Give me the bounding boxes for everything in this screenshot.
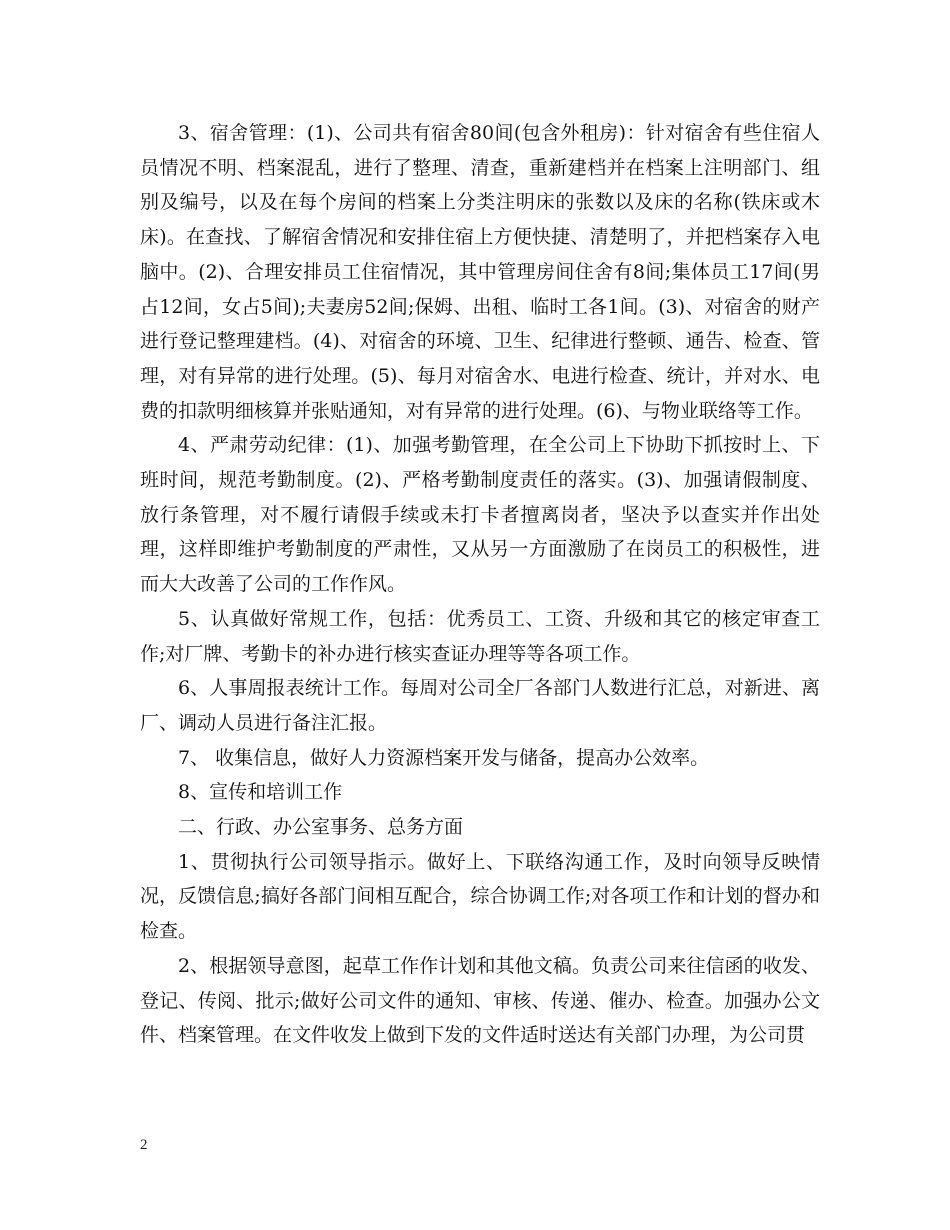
paragraph-leadership-instructions: 1、贯彻执行公司领导指示。做好上、下联络沟通工作，及时向领导反映情况，反馈信息;搞好各部门间相互配合，综合协调工作;对各项工作和计划的督办和检查。 [140, 850, 820, 943]
document-body [140, 116, 820, 1053]
paragraph-publicity-training: 8、宣传和培训工作 [178, 781, 343, 804]
paragraph-collect-information: 7、 收集信息，做好人力资源档案开发与储备，提高办公效率。 [178, 746, 710, 769]
paragraph-weekly-report: 6、人事周报表统计工作。每周对公司全厂各部门人数进行汇总，对新进、离厂、调动人员进行备注汇报。 [140, 677, 820, 734]
section-heading-administration: 二、行政、办公室事务、总务方面 [178, 816, 464, 839]
page-number: 2 [140, 1137, 148, 1153]
paragraph-routine-work: 5、认真做好常规工作，包括：优秀员工、工资、升级和其它的核定审查工作;对厂牌、考勤卡的补办进行核实查证办理等等各项工作。 [140, 607, 820, 665]
paragraph-labor-discipline: 4、严肃劳动纪律：(1)、加强考勤管理，在全公司上下协助下抓按时上、下班时间，规范考勤制度。(2)、严格考勤制度责任的落实。(3)、加强请假制度、放行条管理，对不履行请假手续或未打卡者擅离岗者，坚决予以查实并作出处理，这样即维护考勤制度的严肃性，又从另一方面激励了在岗员工的积极性，进而大大改善了公司的工作作风。 [140, 434, 820, 596]
paragraph-drafting-documents: 2、根据领导意图，起草工作作计划和其他文稿。负责公司来往信函的收发、登记、传阅、批示;做好公司文件的通知、审核、传递、催办、检查。加强办公文件、档案管理。在文件收发上做到下发的文件适时送达有关部门办理，为公司贯 [140, 954, 820, 1047]
paragraph-dormitory-management: 3、宿舍管理：(1)、公司共有宿舍80间(包含外租房)：针对宿舍有些住宿人员情况不明、档案混乱，进行了整理、清查，重新建档并在档案上注明部门、组别及编号，以及在每个房间的档案上分类注明床的张数以及床的名称(铁床或木床)。在查找、了解宿舍情况和安排住宿上方便快捷、清楚明了，并把档案存入电脑中。(2)、合理安排员工住宿情况，其中管理房间住舍有8间;集体员工17间(男占12间，女占5间);夫妻房52间;保姆、出租、临时工各1间。(3)、对宿舍的财产进行登记整理建档。(4)、对宿舍的环境、卫生、纪律进行整顿、通告、检查、管理，对有异常的进行处理。(5)、每月对宿舍水、电进行检查、统计，并对水、电费的扣款明细核算并张贴通知，对有异常的进行处理。(6)、与物业联络等工作。 [140, 122, 820, 422]
